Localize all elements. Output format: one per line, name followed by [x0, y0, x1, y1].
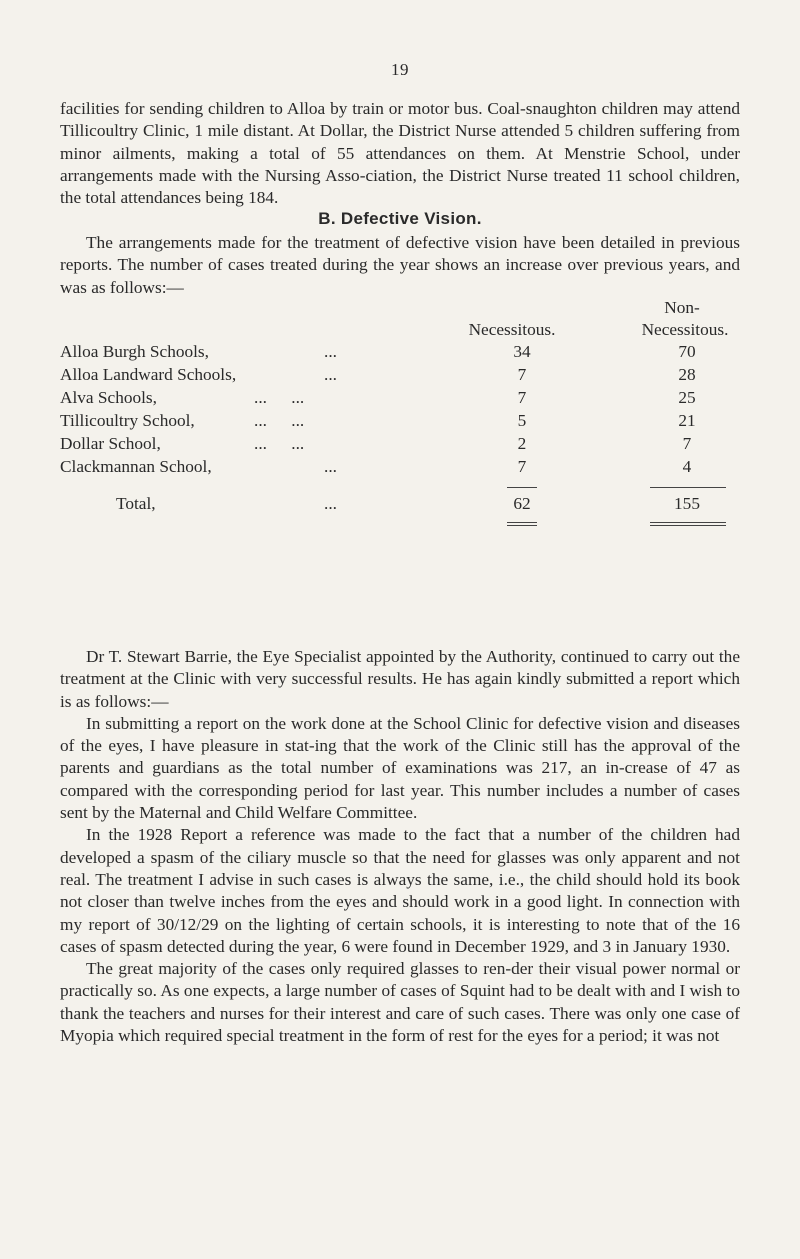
table-cell-necessitous: 5 [517, 411, 527, 430]
table-cell-necessitous: 34 [513, 342, 531, 361]
table-row-leader: ... ... [254, 388, 305, 407]
table-row-leader: ... [324, 457, 337, 476]
table-row-label: Alloa Landward Schools, [60, 365, 237, 384]
paragraph-text: In submitting a report on the work done at the School Clinic for defective vision and diseases of the eyes, I have pleasure in stat-ing that the work of the Clinic still has the approval of the parents and guardians as the total number of examinations was 217, an in-crease of 47 as compared with the corresponding period for last year. This number includes a number of cases sent by the Maternal and Child Welfare Committee. [60, 713, 740, 823]
page-number: 19 [391, 60, 409, 79]
sum-rule-non-necessitous [650, 487, 726, 488]
paragraph-vision-arrangements [60, 232, 740, 299]
table-row-label: Clackmannan School, [60, 457, 212, 476]
table-cell-necessitous: 7 [517, 457, 527, 476]
paragraph-text: The great majority of the cases only required glasses to ren-der their visual power normal or practically so. As one expects, a large number of cases of Squint had to be dealt with and I wish to thank the teachers and nurses for their interest and care of such cases. There was only one case of Myopia which required special treatment in the form of rest for the eyes for a period; it was not [60, 959, 740, 1046]
cases-table [60, 298, 740, 628]
table-row-leader: ... [324, 342, 337, 361]
paragraph-text: The arrangements made for the treatment of defective vision have been detailed in previous reports. The number of cases treated during the year shows an increase over previous years, and was as follows:— [60, 233, 740, 297]
table-cell-non-necessitous: 28 [678, 365, 696, 384]
sum-rule-necessitous [507, 487, 537, 488]
column-header-necessitous: Necessitous. [468, 320, 556, 339]
table-cell-non-necessitous: 4 [682, 457, 692, 476]
total-label: Total, [116, 494, 156, 513]
total-non-necessitous: 155 [674, 494, 700, 513]
table-cell-non-necessitous: 21 [678, 411, 696, 430]
total-necessitous: 62 [513, 494, 531, 513]
table-row-leader: ... [324, 365, 337, 384]
paragraph-text: In the 1928 Report a reference was made to the fact that a number of the children had developed a spasm of the ciliary muscle so that the need for glasses was only apparent and not real. The treatment I advise in such cases is always the same, i.e., the child should hold its book not closer than twelve inches from the eyes and should work in a good light. In connection with my report of 30/12/29 on the lighting of certain schools, it is interesting to note that of the 16 cases of spasm detected during the year, 6 were found in December 1929, and 3 in January 1930. [60, 825, 740, 956]
section-heading-defective-vision: B. Defective Vision. [318, 209, 482, 228]
table-cell-necessitous: 2 [517, 434, 527, 453]
total-leader: ... [324, 494, 337, 513]
table-cell-non-necessitous: 25 [678, 388, 696, 407]
table-row-label: Alloa Burgh Schools, [60, 342, 209, 361]
table-cell-necessitous: 7 [517, 365, 527, 384]
table-row-leader: ... ... [254, 411, 305, 430]
table-row-label: Dollar School, [60, 434, 161, 453]
table-row-label: Tillicoultry School, [60, 411, 195, 430]
table-cell-non-necessitous: 7 [682, 434, 692, 453]
table-cell-non-necessitous: 70 [678, 342, 696, 361]
paragraph-clinic-facilities [60, 98, 740, 209]
table-row-label: Alva Schools, [60, 388, 157, 407]
table-row-leader: ... ... [254, 434, 305, 453]
total-double-rule-non-necessitous [650, 522, 726, 526]
column-header-non-line1: Non- [664, 298, 700, 317]
paragraph-eye-specialist [60, 646, 740, 1047]
paragraph-text: Dr T. Stewart Barrie, the Eye Specialist appointed by the Authority, continued to carry out the treatment at the Clinic with very successful results. He has again kindly submitted a report which is as follows:— [60, 647, 740, 711]
paragraph-text: facilities for sending children to Alloa by train or motor bus. Coal-snaughton children may attend Tillicoultry Clinic, 1 mile distant. At Dollar, the District Nurse attended 5 children suffering from minor ailments, making a total of 55 attendances on them. At Menstrie School, under arrangements made with the Nursing Asso-ciation, the District Nurse treated 11 school children, the total attendances being 184. [60, 99, 740, 208]
total-double-rule-necessitous [507, 522, 537, 526]
table-cell-necessitous: 7 [517, 388, 527, 407]
column-header-non-necessitous: Necessitous. [641, 320, 729, 339]
